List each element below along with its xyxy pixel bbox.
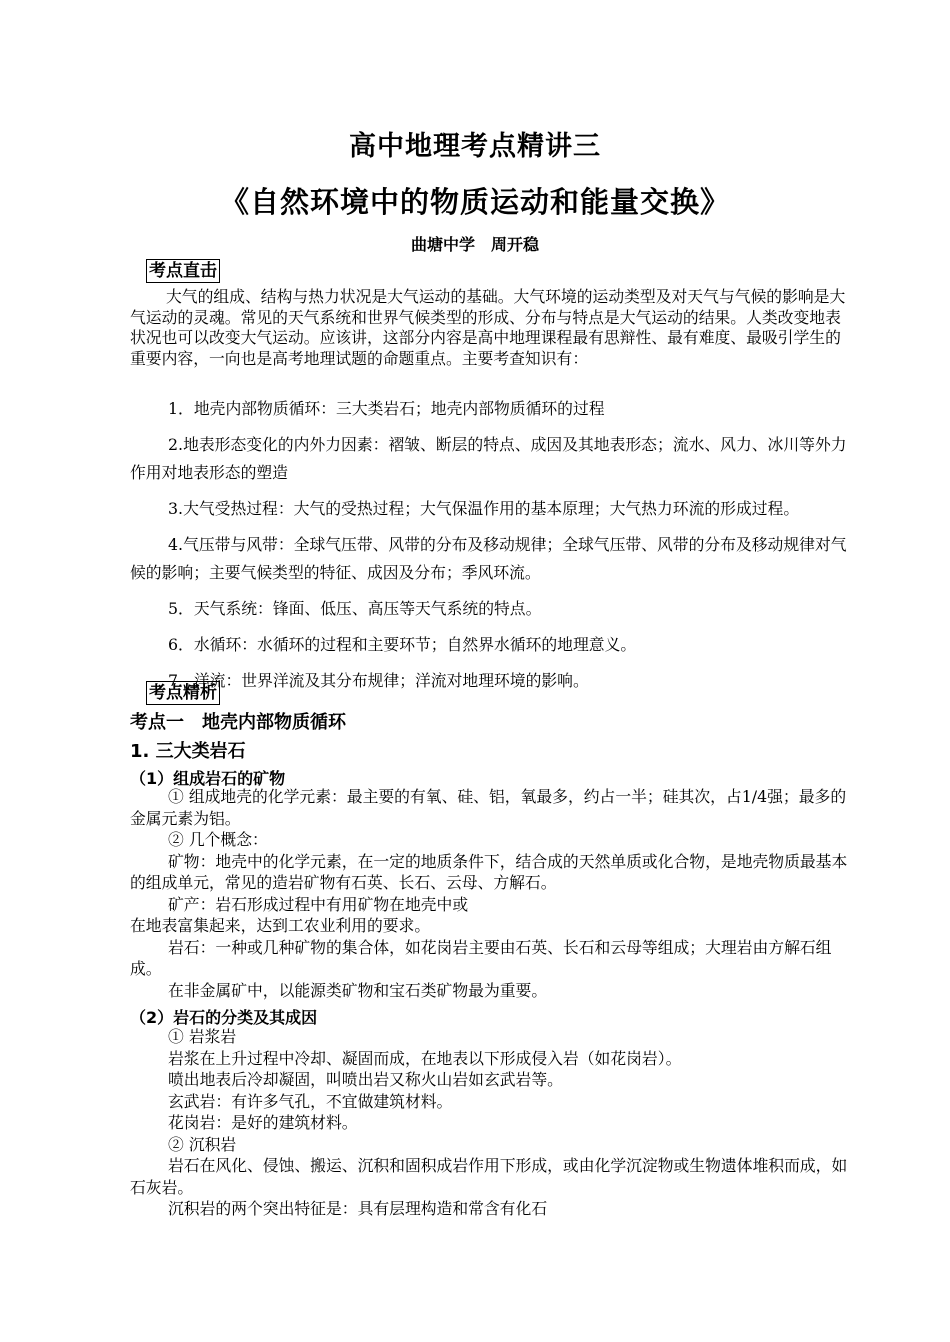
- author-line: 曲塘中学 周开稳: [410, 235, 539, 254]
- content-line: 在非金属矿中，以能源类矿物和宝石类矿物最为重要。: [168, 980, 548, 1000]
- content-line: 沉积岩的两个突出特征是：具有层理构造和常含有化石: [168, 1199, 548, 1218]
- knowledge-item: 6．水循环：水循环的过程和主要环节；自然界水循环的地理意义。: [168, 635, 637, 654]
- content-line: 矿产：岩石形成过程中有用矿物在地壳中或: [168, 894, 469, 914]
- content-line: 岩石：一种或几种矿物的集合体，如花岗岩主要由石英、长石和云母等组成；大理岩由方解石组成。: [130, 937, 832, 978]
- content-line: ① 岩浆岩: [168, 1027, 237, 1046]
- knowledge-item: 2.地表形态变化的内外力因素：褶皱、断层的特点、成因及其地表形态；流水、风力、冰川等外力作用对地表形态的塑造: [130, 435, 847, 482]
- content-line: ② 沉积岩: [168, 1134, 237, 1154]
- minerals-content: [130, 786, 852, 1001]
- knowledge-item: 7．洋流：世界洋流及其分布规律；洋流对地理环境的影响。: [168, 671, 589, 690]
- subheading-minerals: （1）组成岩石的矿物: [130, 769, 286, 788]
- content-line: 玄武岩：有许多气孔，不宜做建筑材料。: [168, 1091, 453, 1111]
- knowledge-item: 4.气压带与风带：全球气压带、风带的分布及移动规律；全球气压带、风带的分布及移动规律对气候的影响；主要气候类型的特征、成因及分布；季风环流。: [130, 535, 847, 582]
- content-line: 在地表富集起来，达到工农业利用的要求。: [130, 916, 431, 935]
- content-line: 岩石在风化、侵蚀、搬运、沉积和固积成岩作用下形成，或由化学沉淀物或生物遗体堆积而成，如石灰岩。: [130, 1156, 848, 1197]
- knowledge-item: 5．天气系统：锋面、低压、高压等天气系统的特点。: [168, 599, 542, 618]
- content-line: ① 组成地壳的化学元素：最主要的有氧、硅、铝，氧最多，约占一半；硅其次，占1/4强；最多的金属元素为铝。: [130, 787, 847, 828]
- content-line: 矿物：地壳中的化学元素，在一定的地质条件下，结合成的天然单质或化合物，是地壳物质最基本的组成单元，常见的造岩矿物有石英、长石、云母、方解石。: [130, 851, 848, 892]
- section-label-kaodian-zhiji: 考点直击: [146, 259, 220, 283]
- content-line: 喷出地表后冷却凝固，叫喷出岩又称火山岩如玄武岩等。: [168, 1070, 563, 1089]
- section-label-kaodian-jingxi: 考点精析: [146, 681, 220, 705]
- topic-heading: 考点一 地壳内部物质循环: [130, 712, 346, 733]
- document-subtitle: 《自然环境中的物质运动和能量交换》: [219, 185, 730, 219]
- content-line: 花岗岩：是好的建筑材料。: [168, 1113, 358, 1132]
- content-line: 岩浆在上升过程中冷却、凝固而成，在地表以下形成侵入岩（如花岗岩）。: [168, 1048, 682, 1068]
- knowledge-list: [130, 395, 852, 703]
- rock-classification-content: [130, 1026, 852, 1220]
- knowledge-item: 1．地壳内部物质循环：三大类岩石；地壳内部物质循环的过程: [168, 399, 605, 418]
- document-title: 高中地理考点精讲三: [349, 131, 601, 162]
- subheading-rock-classification: （2）岩石的分类及其成因: [130, 1008, 318, 1027]
- knowledge-item: 3.大气受热过程：大气的受热过程；大气保温作用的基本原理；大气热力环流的形成过程。: [168, 499, 800, 518]
- rock-heading: 1. 三大类岩石: [130, 741, 246, 762]
- intro-paragraph: [130, 287, 852, 369]
- content-line: ② 几个概念：: [168, 830, 268, 849]
- intro-text: 大气的组成、结构与热力状况是大气运动的基础。大气环境的运动类型及对天气与气候的影响是大气运动的灵魂。常见的天气系统和世界气候类型的形成、分布与特点是大气运动的结果。人类改变地表状况也可以改变大气运动。应该讲，这部分内容是高中地理课程最有思辩性、最有难度、最吸引学生的重要内容，一向也是高考地理试题的命题重点。主要考查知识有：: [130, 287, 846, 368]
